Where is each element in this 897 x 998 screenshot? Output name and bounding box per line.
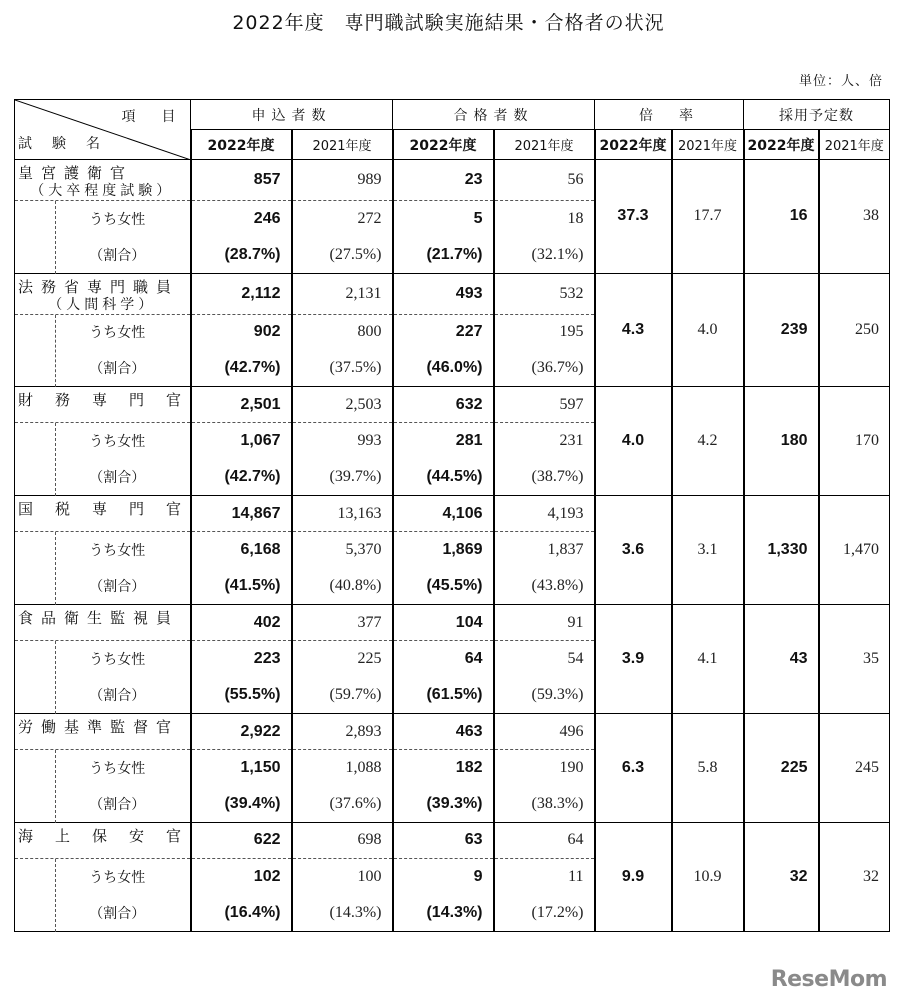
ratio-label: （割合） — [89, 470, 146, 487]
women-label: うち女性 — [89, 543, 146, 560]
results-table — [14, 99, 890, 932]
pass-2022: 463 — [393, 713, 494, 749]
hire-2021: 1,470 — [819, 496, 890, 605]
pass-2021: 597 — [494, 387, 595, 423]
exam-name-text: 法務省専門職員 — [18, 277, 180, 296]
women-app-share-2022: (39.4%) — [191, 786, 292, 822]
ratio-label: （割合） — [89, 905, 146, 922]
app-2022: 2,501 — [191, 387, 292, 423]
hire-2021: 35 — [819, 604, 890, 713]
app-2021: 2,131 — [292, 273, 393, 314]
women-pass-2021: 54 — [494, 641, 595, 677]
table-row — [15, 160, 890, 201]
hire-2021: 32 — [819, 822, 890, 931]
women-label: うち女性 — [89, 434, 146, 451]
women-pass-share-2022: (39.3%) — [393, 786, 494, 822]
table-row — [15, 713, 890, 749]
women-pass-2022: 9 — [393, 859, 494, 895]
women-app-share-2022: (16.4%) — [191, 895, 292, 931]
header-passed: 合格者数 — [393, 100, 595, 130]
women-app-share-2022: (28.7%) — [191, 237, 292, 273]
women-app-share-2021: (39.7%) — [292, 459, 393, 495]
ratio-2021: 4.1 — [672, 604, 744, 713]
women-pass-2021: 1,837 — [494, 532, 595, 568]
women-label: うち女性 — [89, 325, 146, 342]
women-pass-share-2021: (38.7%) — [494, 459, 595, 495]
header-ratio: 倍 率 — [595, 100, 744, 130]
ratio-label: （割合） — [89, 361, 146, 378]
women-app-2021: 800 — [292, 314, 393, 350]
exam-name — [15, 278, 190, 296]
women-pass-2022: 182 — [393, 750, 494, 786]
header-applicants: 申込者数 — [191, 100, 393, 130]
app-2021: 989 — [292, 160, 393, 201]
women-pass-2021: 190 — [494, 750, 595, 786]
app-2021: 13,163 — [292, 496, 393, 532]
women-pass-2022: 1,869 — [393, 532, 494, 568]
hire-2022: 16 — [744, 160, 819, 274]
ratio-label: （割合） — [89, 687, 146, 704]
table-row — [15, 822, 890, 858]
women-app-2022: 902 — [191, 314, 292, 350]
women-app-2022: 1,150 — [191, 750, 292, 786]
exam-name-text: 皇宮護衛官 — [18, 164, 134, 182]
ratio-2022: 4.3 — [595, 273, 672, 387]
header-ratio-2021: 2021年度 — [672, 130, 744, 160]
header-corner — [15, 100, 191, 160]
hire-2021: 250 — [819, 273, 890, 387]
exam-name — [15, 164, 190, 182]
hire-2022: 43 — [744, 604, 819, 713]
women-app-2022: 102 — [191, 859, 292, 895]
women-pass-2021: 11 — [494, 859, 595, 895]
app-2021: 2,893 — [292, 713, 393, 749]
header-hire-2021: 2021年度 — [819, 130, 890, 160]
women-pass-share-2022: (45.5%) — [393, 568, 494, 604]
table-row — [15, 604, 890, 640]
exam-name: 国税専門官 — [18, 500, 204, 519]
women-app-2021: 100 — [292, 859, 393, 895]
app-2022: 2,112 — [191, 273, 292, 314]
header-hire-2022: 2022年度 — [744, 130, 819, 160]
pass-2022: 4,106 — [393, 496, 494, 532]
exam-sub: （人間科学） — [48, 296, 157, 313]
pass-2022: 104 — [393, 604, 494, 640]
women-pass-2022: 227 — [393, 314, 494, 350]
hire-2022: 225 — [744, 713, 819, 822]
ratio-label: （割合） — [89, 796, 146, 813]
ratio-label: （割合） — [89, 247, 146, 264]
women-pass-share-2022: (61.5%) — [393, 677, 494, 713]
app-2022: 2,922 — [191, 713, 292, 749]
header-hire: 採用予定数 — [744, 100, 890, 130]
women-pass-share-2021: (59.3%) — [494, 677, 595, 713]
women-app-share-2021: (37.5%) — [292, 350, 393, 386]
women-app-share-2022: (42.7%) — [191, 350, 292, 386]
women-pass-share-2021: (17.2%) — [494, 895, 595, 931]
app-2022: 14,867 — [191, 496, 292, 532]
women-app-2022: 1,067 — [191, 423, 292, 459]
page-title: 2022年度 専門職試験実施結果・合格者の状況 — [232, 12, 665, 34]
women-pass-share-2021: (36.7%) — [494, 350, 595, 386]
header-exam: 試 験 名 — [18, 136, 103, 152]
ratio-2021: 5.8 — [672, 713, 744, 822]
ratio-2022: 3.6 — [595, 496, 672, 605]
women-app-share-2021: (59.7%) — [292, 677, 393, 713]
pass-2021: 91 — [494, 604, 595, 640]
women-app-2022: 223 — [191, 641, 292, 677]
hire-2021: 38 — [819, 160, 890, 274]
pass-2022: 493 — [393, 273, 494, 314]
ratio-2022: 4.0 — [595, 387, 672, 496]
exam-name: 労働基準監督官 — [18, 717, 180, 736]
ratio-2022: 6.3 — [595, 713, 672, 822]
women-pass-2021: 195 — [494, 314, 595, 350]
exam-sub: （大卒程度試験） — [30, 183, 175, 199]
hire-2022: 180 — [744, 387, 819, 496]
women-app-share-2021: (27.5%) — [292, 237, 393, 273]
exam-name: 食品衛生監視員 — [18, 608, 180, 627]
women-app-2022: 246 — [191, 201, 292, 237]
hire-2021: 245 — [819, 713, 890, 822]
hire-2021: 170 — [819, 387, 890, 496]
header-pass-2021: 2021年度 — [494, 130, 595, 160]
women-app-share-2021: (40.8%) — [292, 568, 393, 604]
women-pass-share-2022: (44.5%) — [393, 459, 494, 495]
unit-label: 単位：人、倍 — [798, 74, 883, 89]
table-row — [15, 273, 890, 314]
app-2022: 622 — [191, 822, 292, 858]
women-pass-share-2022: (46.0%) — [393, 350, 494, 386]
pass-2021: 496 — [494, 713, 595, 749]
pass-2022: 632 — [393, 387, 494, 423]
header-pass-2022: 2022年度 — [393, 130, 494, 160]
women-app-2021: 1,088 — [292, 750, 393, 786]
watermark-logo: ReseMom — [770, 967, 887, 992]
ratio-2022: 37.3 — [595, 160, 672, 274]
ratio-label: （割合） — [89, 579, 146, 596]
app-2022: 857 — [191, 160, 292, 201]
women-app-share-2021: (14.3%) — [292, 895, 393, 931]
ratio-2021: 4.0 — [672, 273, 744, 387]
app-2021: 377 — [292, 604, 393, 640]
women-pass-share-2021: (32.1%) — [494, 237, 595, 273]
app-2022: 402 — [191, 604, 292, 640]
hire-2022: 32 — [744, 822, 819, 931]
app-2021: 2,503 — [292, 387, 393, 423]
women-label: うち女性 — [89, 652, 146, 669]
women-app-2021: 993 — [292, 423, 393, 459]
women-pass-share-2022: (14.3%) — [393, 895, 494, 931]
pass-2021: 56 — [494, 160, 595, 201]
women-app-share-2022: (41.5%) — [191, 568, 292, 604]
pass-2021: 532 — [494, 273, 595, 314]
women-app-share-2022: (55.5%) — [191, 677, 292, 713]
ratio-2022: 3.9 — [595, 604, 672, 713]
women-app-2022: 6,168 — [191, 532, 292, 568]
ratio-2021: 17.7 — [672, 160, 744, 274]
hire-2022: 1,330 — [744, 496, 819, 605]
women-label: うち女性 — [89, 761, 146, 778]
ratio-2022: 9.9 — [595, 822, 672, 931]
women-pass-share-2022: (21.7%) — [393, 237, 494, 273]
women-pass-share-2021: (38.3%) — [494, 786, 595, 822]
exam-name: 海上保安官 — [18, 826, 204, 845]
women-app-2021: 225 — [292, 641, 393, 677]
women-pass-share-2021: (43.8%) — [494, 568, 595, 604]
ratio-2021: 4.2 — [672, 387, 744, 496]
women-pass-2022: 281 — [393, 423, 494, 459]
women-app-2021: 5,370 — [292, 532, 393, 568]
table-row — [15, 496, 890, 532]
pass-2021: 64 — [494, 822, 595, 858]
pass-2022: 23 — [393, 160, 494, 201]
hire-2022: 239 — [744, 273, 819, 387]
women-app-2021: 272 — [292, 201, 393, 237]
women-app-share-2021: (37.6%) — [292, 786, 393, 822]
ratio-2021: 10.9 — [672, 822, 744, 931]
women-pass-2022: 5 — [393, 201, 494, 237]
women-label: うち女性 — [89, 869, 146, 886]
header-app-2022: 2022年度 — [191, 130, 292, 160]
header-ratio-2022: 2022年度 — [595, 130, 672, 160]
pass-2021: 4,193 — [494, 496, 595, 532]
women-pass-2021: 18 — [494, 201, 595, 237]
women-pass-2021: 231 — [494, 423, 595, 459]
table-row — [15, 387, 890, 423]
ratio-2021: 3.1 — [672, 496, 744, 605]
women-app-share-2022: (42.7%) — [191, 459, 292, 495]
women-pass-2022: 64 — [393, 641, 494, 677]
app-2021: 698 — [292, 822, 393, 858]
header-item: 項 目 — [121, 109, 182, 125]
header-app-2021: 2021年度 — [292, 130, 393, 160]
pass-2022: 63 — [393, 822, 494, 858]
women-label: うち女性 — [89, 211, 146, 228]
exam-name: 財務専門官 — [18, 391, 204, 410]
